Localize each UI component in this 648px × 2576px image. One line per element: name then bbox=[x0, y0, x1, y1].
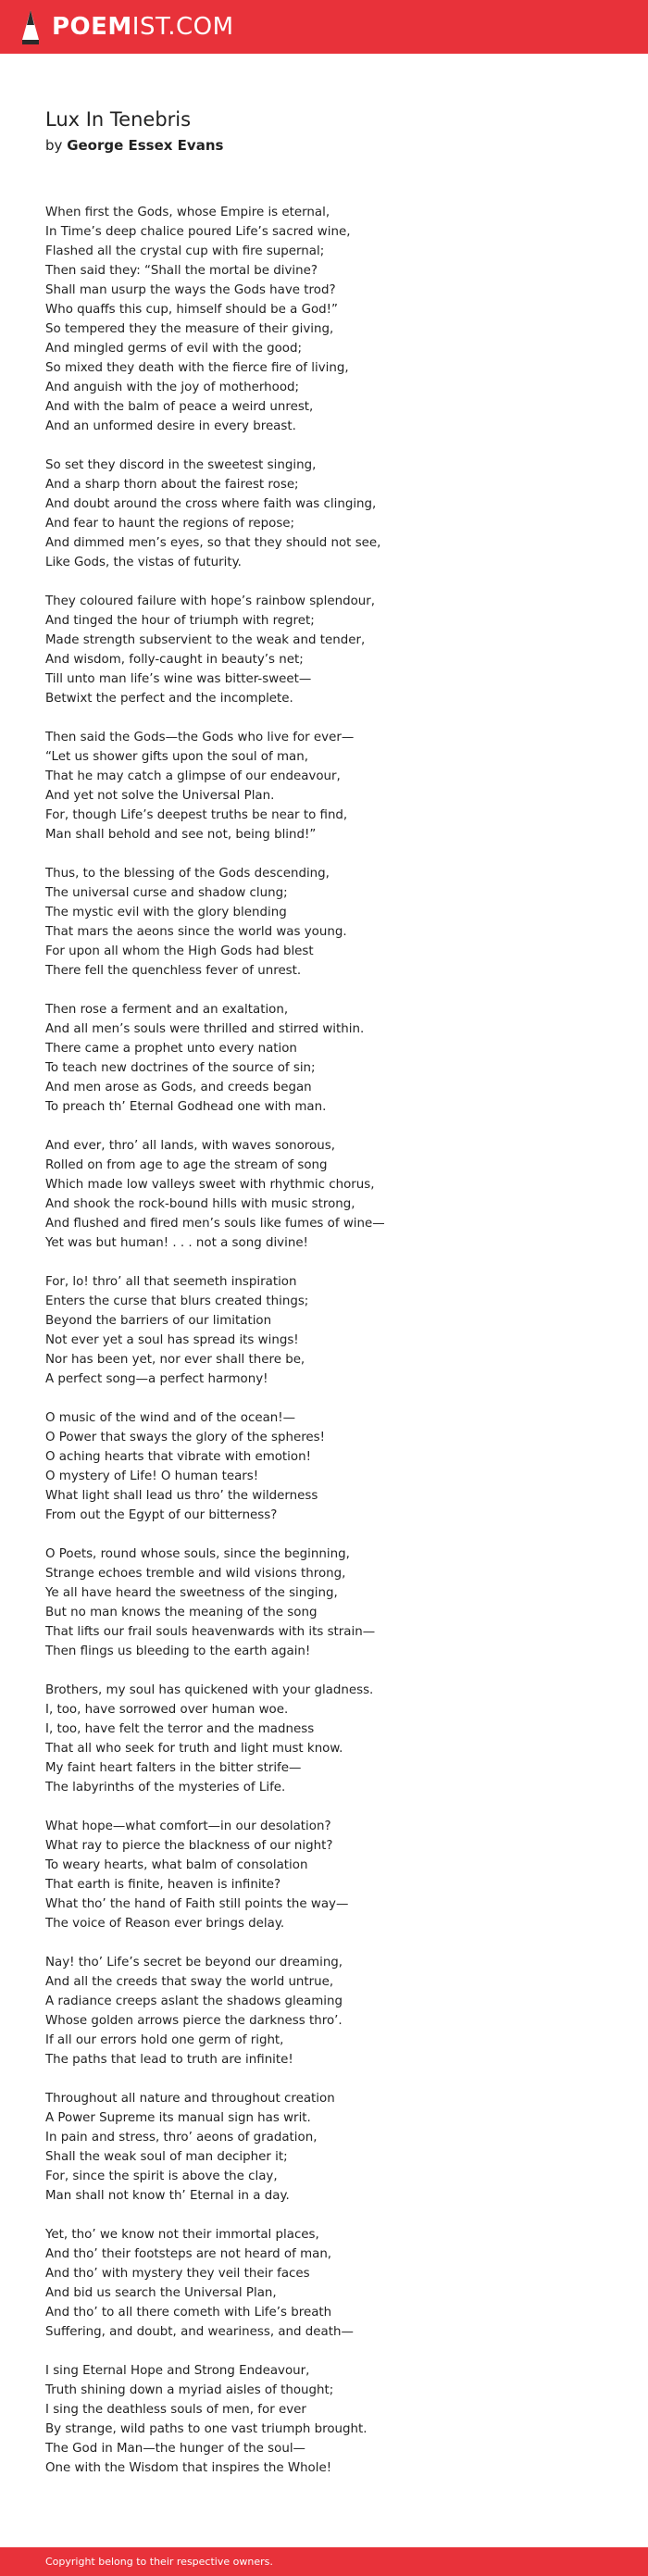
poem-line: That earth is finite, heaven is infinite? bbox=[45, 1878, 281, 1892]
poem-line: If all our errors hold one germ of right, bbox=[45, 2033, 284, 2047]
poem-line: By strange, wild paths to one vast triumph brought. bbox=[45, 2422, 368, 2436]
poem-line: O Poets, round whose souls, since the beginning, bbox=[45, 1547, 350, 1561]
poem-line: For upon all whom the High Gods had blest bbox=[45, 944, 314, 958]
poem-line: Betwixt the perfect and the incomplete. bbox=[45, 692, 293, 706]
poem-line: And tho’ their footsteps are not heard of man, bbox=[45, 2247, 332, 2261]
poem-line: And dimmed men’s eyes, so that they should not see, bbox=[45, 536, 381, 550]
poem-line: Which made low valleys sweet with rhythmic chorus, bbox=[45, 1178, 375, 1192]
poem-line: And men arose as Gods, and creeds began bbox=[45, 1081, 312, 1094]
poem-line: What ray to pierce the blackness of our night? bbox=[45, 1839, 333, 1853]
poem-line: And mingled germs of evil with the good; bbox=[45, 342, 302, 356]
site-logo-text: POEMIST.COM bbox=[52, 13, 234, 41]
poem-line: And ever, thro’ all lands, with waves sonorous, bbox=[45, 1139, 335, 1153]
poem-stanza bbox=[45, 1408, 629, 1525]
site-header bbox=[0, 0, 648, 54]
poem-title: Lux In Tenebris bbox=[45, 108, 192, 131]
poem-line: That mars the aeons since the world was young. bbox=[45, 925, 347, 939]
poem-line: And bid us search the Universal Plan, bbox=[45, 2286, 277, 2300]
poem-line: A Power Supreme its manual sign has writ. bbox=[45, 2111, 311, 2125]
poem-line: To preach th’ Eternal Godhead one with man. bbox=[45, 1100, 327, 1114]
poem-stanza bbox=[45, 456, 629, 572]
poem-line: The paths that lead to truth are infinite! bbox=[45, 2053, 293, 2067]
poem-line: O Power that sways the glory of the spheres! bbox=[45, 1431, 326, 1444]
poem-stanza bbox=[45, 2361, 629, 2478]
poem-line: And with the balm of peace a weird unrest, bbox=[45, 400, 314, 414]
poem-line: One with the Wisdom that inspires the Whole! bbox=[45, 2461, 332, 2475]
poem-line: Throughout all nature and throughout creation bbox=[45, 2092, 335, 2106]
poem-line: Nay! tho’ Life’s secret be beyond our dreaming, bbox=[45, 1956, 343, 1970]
poem-line: Rolled on from age to age the stream of song bbox=[45, 1158, 328, 1172]
poem-line: Beyond the barriers of our limitation bbox=[45, 1314, 272, 1328]
poem-line: Like Gods, the vistas of futurity. bbox=[45, 556, 242, 569]
poem-line: Brothers, my soul has quickened with your gladness. bbox=[45, 1683, 374, 1697]
poem-line: Flashed all the crystal cup with fire supernal; bbox=[45, 244, 325, 258]
poem-line: Yet was but human! . . . not a song divine! bbox=[45, 1236, 308, 1250]
poem-line: But no man knows the meaning of the song bbox=[45, 1606, 318, 1619]
poem-line: In Time’s deep chalice poured Life’s sacred wine, bbox=[45, 225, 351, 239]
poem-line: And tho’ to all there cometh with Life’s breath bbox=[45, 2306, 332, 2320]
poem-line: And all men’s souls were thrilled and stirred within. bbox=[45, 1022, 365, 1036]
poem-line: O music of the wind and of the ocean!— bbox=[45, 1411, 296, 1425]
poem-line: I, too, have felt the terror and the madness bbox=[45, 1722, 315, 1736]
poem-line: What hope—what comfort—in our desolation? bbox=[45, 1819, 331, 1833]
poem-line: And all the creeds that sway the world untrue, bbox=[45, 1975, 334, 1989]
poem-line: Nor has been yet, nor ever shall there be, bbox=[45, 1353, 305, 1367]
poem-line: To teach new doctrines of the source of sin; bbox=[45, 1061, 316, 1075]
poem-line: I sing the deathless souls of men, for ever bbox=[45, 2403, 306, 2417]
poem-line: And a sharp thorn about the fairest rose; bbox=[45, 478, 299, 492]
site-logo-link[interactable] bbox=[20, 8, 234, 45]
poem-line: Shall the weak soul of man decipher it; bbox=[45, 2150, 288, 2164]
copyright-notice: Copyright belong to their respective owners. bbox=[45, 2556, 273, 2568]
poem-line: Thus, to the blessing of the Gods descending, bbox=[45, 867, 330, 881]
poem-line: So set they discord in the sweetest singing, bbox=[45, 458, 317, 472]
poem-line: When first the Gods, whose Empire is eternal, bbox=[45, 206, 330, 219]
poem-line: Truth shining down a myriad aisles of thought; bbox=[45, 2383, 334, 2397]
poem-line: Who quaffs this cup, himself should be a God!” bbox=[45, 303, 338, 317]
poem-line: Suffering, and doubt, and weariness, and death— bbox=[45, 2325, 354, 2339]
poem-line: They coloured failure with hope’s rainbow splendour, bbox=[45, 594, 376, 608]
poem-line: “Let us shower gifts upon the soul of man, bbox=[45, 750, 308, 764]
poem-line: That all who seek for truth and light must know. bbox=[45, 1742, 343, 1756]
poem-line: The labyrinths of the mysteries of Life. bbox=[45, 1781, 286, 1794]
poem-line: In pain and stress, thro’ aeons of gradation, bbox=[45, 2131, 318, 2145]
poem-stanza bbox=[45, 1272, 629, 1389]
poem-line: Then flings us bleeding to the earth again! bbox=[45, 1644, 311, 1658]
poem-stanza bbox=[45, 2225, 629, 2342]
poem-line: I sing Eternal Hope and Strong Endeavour, bbox=[45, 2364, 310, 2378]
poem-line: A radiance creeps aslant the shadows gleaming bbox=[45, 1995, 343, 2008]
poem-line: And anguish with the joy of motherhood; bbox=[45, 381, 300, 394]
poem-line: The voice of Reason ever brings delay. bbox=[45, 1917, 285, 1931]
poem-line: A perfect song—a perfect harmony! bbox=[45, 1372, 268, 1386]
poem-line: And doubt around the cross where faith was clinging, bbox=[45, 497, 377, 511]
poem-line: And shook the rock-bound hills with music strong, bbox=[45, 1197, 355, 1211]
poem-line: What light shall lead us thro’ the wilderness bbox=[45, 1489, 318, 1503]
poem-line: Till unto man life’s wine was bitter-sweet— bbox=[45, 672, 312, 686]
poem-line: Then said they: “Shall the mortal be divine? bbox=[45, 264, 318, 278]
poem-line: Man shall not know th’ Eternal in a day. bbox=[45, 2189, 290, 2203]
poem-line: That he may catch a glimpse of our endeavour, bbox=[45, 769, 341, 783]
poem-stanza bbox=[45, 1544, 629, 1661]
poem-stanza bbox=[45, 1000, 629, 1117]
poem-line: That lifts our frail souls heavenwards with its strain— bbox=[45, 1625, 376, 1639]
poem-line: Not ever yet a soul has spread its wings! bbox=[45, 1333, 299, 1347]
poem-line: The mystic evil with the glory blending bbox=[45, 906, 287, 919]
poem-line: Yet, tho’ we know not their immortal places, bbox=[45, 2228, 319, 2242]
poem-line: Ye all have heard the sweetness of the singing, bbox=[45, 1586, 338, 1600]
site-footer bbox=[0, 2547, 648, 2576]
poem-line: O mystery of Life! O human tears! bbox=[45, 1469, 259, 1483]
poem-line: And wisdom, folly-caught in beauty’s net; bbox=[45, 653, 304, 667]
poem-line: What tho’ the hand of Faith still points the way— bbox=[45, 1897, 349, 1911]
poem-line: For, though Life’s deepest truths be near to find, bbox=[45, 808, 348, 822]
poem-stanza bbox=[45, 864, 629, 981]
poem-stanza bbox=[45, 1681, 629, 1797]
poem-line: And fear to haunt the regions of repose; bbox=[45, 517, 295, 531]
poem-stanza bbox=[45, 1136, 629, 1253]
poem-line: And flushed and fired men’s souls like fumes of wine— bbox=[45, 1217, 385, 1231]
poem-stanza bbox=[45, 1953, 629, 2070]
poem-stanza bbox=[45, 592, 629, 708]
poem-stanza bbox=[45, 203, 629, 436]
poem-line: Shall man usurp the ways the Gods have trod? bbox=[45, 283, 336, 297]
poem-line: There came a prophet unto every nation bbox=[45, 1042, 297, 1056]
poem-line: So mixed they death with the fierce fire of living, bbox=[45, 361, 349, 375]
poem-line: Then rose a ferment and an exaltation, bbox=[45, 1003, 289, 1017]
byline-prefix: by bbox=[45, 137, 63, 154]
poem-author-link[interactable]: George Essex Evans bbox=[67, 137, 224, 154]
poem-line: Enters the curse that blurs created things; bbox=[45, 1294, 309, 1308]
poem-line: And an unformed desire in every breast. bbox=[45, 419, 296, 433]
poem-stanza bbox=[45, 1817, 629, 1933]
poem-line: O aching hearts that vibrate with emotion! bbox=[45, 1450, 311, 1464]
poem-byline bbox=[45, 135, 223, 156]
poem-line: And tinged the hour of triumph with regret; bbox=[45, 614, 315, 628]
poem-line: The universal curse and shadow clung; bbox=[45, 886, 288, 900]
pencil-nib-icon bbox=[20, 8, 52, 45]
poem-line: From out the Egypt of our bitterness? bbox=[45, 1508, 278, 1522]
poem-line: And yet not solve the Universal Plan. bbox=[45, 789, 275, 803]
poem-line: For, since the spirit is above the clay, bbox=[45, 2170, 278, 2183]
poem-line: To weary hearts, what balm of consolation bbox=[45, 1858, 308, 1872]
poem-line: Whose golden arrows pierce the darkness thro’. bbox=[45, 2014, 343, 2028]
poem-line: For, lo! thro’ all that seemeth inspiration bbox=[45, 1275, 297, 1289]
poem-line: I, too, have sorrowed over human woe. bbox=[45, 1703, 289, 1717]
poem-line: The God in Man—the hunger of the soul— bbox=[45, 2442, 305, 2456]
poem-stanza bbox=[45, 2089, 629, 2206]
poem-line: There fell the quenchless fever of unrest. bbox=[45, 964, 302, 978]
poem-line: Man shall behold and see not, being blind!” bbox=[45, 828, 317, 842]
poem-line: Strange echoes tremble and wild visions throng, bbox=[45, 1567, 346, 1581]
poem-stanza bbox=[45, 728, 629, 844]
poem-line: So tempered they the measure of their giving, bbox=[45, 322, 334, 336]
poem-body bbox=[45, 203, 629, 2497]
poem-line: Made strength subservient to the weak and tender, bbox=[45, 633, 366, 647]
poem-line: Then said the Gods—the Gods who live for ever— bbox=[45, 731, 355, 744]
poem-line: My faint heart falters in the bitter strife— bbox=[45, 1761, 302, 1775]
poem-line: And tho’ with mystery they veil their faces bbox=[45, 2267, 310, 2281]
